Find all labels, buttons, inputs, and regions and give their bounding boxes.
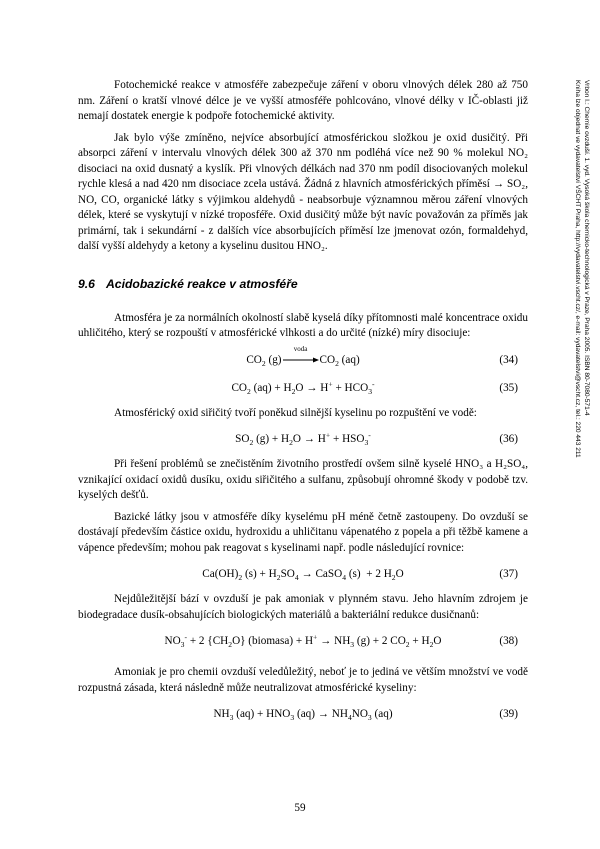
equation-38: [78, 631, 528, 651]
page-content: [78, 78, 528, 732]
paragraph: Bazické látky jsou v atmosféře díky kyselému pH méně četně zastoupeny. Do ovzduší se dostávají především částice oxidu, hydroxidu a uhličitanu vápenatého z popela a při těžbě kamene a vápence především; mohou pak reagovat s kyselinami např. podle následující rovnice:: [78, 510, 528, 554]
equation-expression: $Ca(OH)_2$ $(s) + H_2SO_4$ → CaSO$_4$ (s) + 2 $H_2O$: [202, 568, 404, 583]
section-title: Acidobazické reakce v atmosféře: [106, 276, 298, 291]
paragraph: Atmosféra je za normálních okolností slabě kyselá díky přítomnosti malé koncentrace oxidu uhličitého, který se rozpouští v atmosférické vlhkosti a do určité (nízké) míry disociuje:: [78, 311, 528, 339]
equation-number: (36): [499, 433, 518, 445]
paragraph: Jak bylo výše zmíněno, nejvíce absorbující atmosférickou složkou je oxid dusičitý. Při absorpci záření v intervalu vlnových délek 300 až 370 nm podléhá více než 90 % molekul NO₂ disociaci na oxid dusnatý a kyslík. Při vlnových délkách nad 370 nm podíl disociovaných molekul rychle klesá a nad 420 nm disociace zcela ustává. Žádná z hlavních atmosférických příměsí → SO₂, NO, CO, organické látky s výjimkou aldehydů - neabsorbuje významnou měrou záření vlnových délek, které se vyskytují v nízké troposféře. Oxid dusičitý může být navíc považován za příměs jak primární, tak i sekundární - z dalších více absorbujících příměsí lze jmenovat ozón, formaldehyd, další vyšší aldehydy a ketony a kyselinu dusitou HNO₂.: [78, 131, 528, 252]
order-info-line: Kniha lze objednat ve vydavatelství VŠCHT Praha, http://vydavatelstvi.vscht.cz/, e-mail: vydavatelstvi@vscht.cz, tel.: 220 443 211: [574, 80, 581, 458]
citation-line: Vrbon I.: Chemie ovzduší. 1. vyd. Vysoká škola chemicko-technologická v Praze, Praha 2005. ISBN 80-7080-571-4: [583, 80, 590, 416]
equation-number: (38): [499, 635, 518, 647]
equation-number: (37): [499, 568, 518, 580]
arrow-with-label: [282, 344, 320, 366]
paragraph: Nejdůležitější bází v ovzduší je pak amoniak v plynném stavu. Jeho hlavním zdrojem je biodegradace dusík-obsahujících biologických materiálů a bakteriální redukce dusičnanů:: [78, 593, 528, 621]
equation-39: [78, 704, 528, 724]
section-number: 9.6: [78, 276, 95, 291]
equation-number: (35): [499, 381, 518, 394]
paragraph: Fotochemické reakce v atmosféře zabezpečuje záření v oboru vlnových délek 280 až 750 nm. Záření o kratší vlnové délce je ve vyšší atmosféře pohlcováno, vlnové délky v IČ-oblasti již nemají dostatek energie k podpoře fotochemické aktivity.: [78, 79, 528, 122]
equation-34: [78, 344, 528, 370]
citation-sidebar: [573, 80, 591, 600]
equation-37: [78, 564, 528, 584]
equation-expression: $CO_2$ (g) voda $CO_2$ (aq): [246, 344, 360, 368]
section-heading: [78, 277, 528, 291]
equation-expression: $NH_3$ $(aq) + HNO_3$ $(aq) \to NH_4NO_3$ (aq): [213, 708, 393, 723]
equation-number: (34): [499, 353, 518, 366]
page-number: 59: [294, 802, 306, 814]
equation-35: [78, 378, 528, 398]
equation-number: (39): [499, 708, 518, 720]
equation-expression: $NO_3^- + 2$ $\{CH_2O\}$ (biomasa) + $H^+ \to NH_3$ (g) + 2 $CO_2 + H_2O$: [164, 632, 442, 650]
paragraph: Atmosférický oxid siřičitý tvoří poněkud silnější kyselinu po rozpuštění ve vodě:: [114, 406, 477, 419]
equation-expression: $CO_2$ $(aq) + H_2O \to H^+ + HCO_3^-$: [231, 378, 375, 396]
arrow-label: voda: [293, 344, 308, 353]
equation-36: [78, 429, 528, 449]
equation-expression: $SO_2$ $(g) + H_2O \to H^+ + HSO_3^-$: [235, 430, 371, 448]
long-arrow-icon: [282, 356, 320, 364]
paragraph: Při řešení problémů se znečistěním životního prostředí ovšem silně kyselé HNO₃ a H₂SO₄, vznikající oxidací oxidů dusíku, oxidu siřičitého a sulfanu, způsobují ohromné škody v podobě tzv. kyselých dešťů.: [78, 458, 528, 501]
paragraph: Amoniak je pro chemii ovzduší veledůležitý, neboť je to jediná ve větším množství ve vodě rozpustná zásada, která následně může neutralizovat atmosférické kyseliny:: [78, 666, 528, 694]
